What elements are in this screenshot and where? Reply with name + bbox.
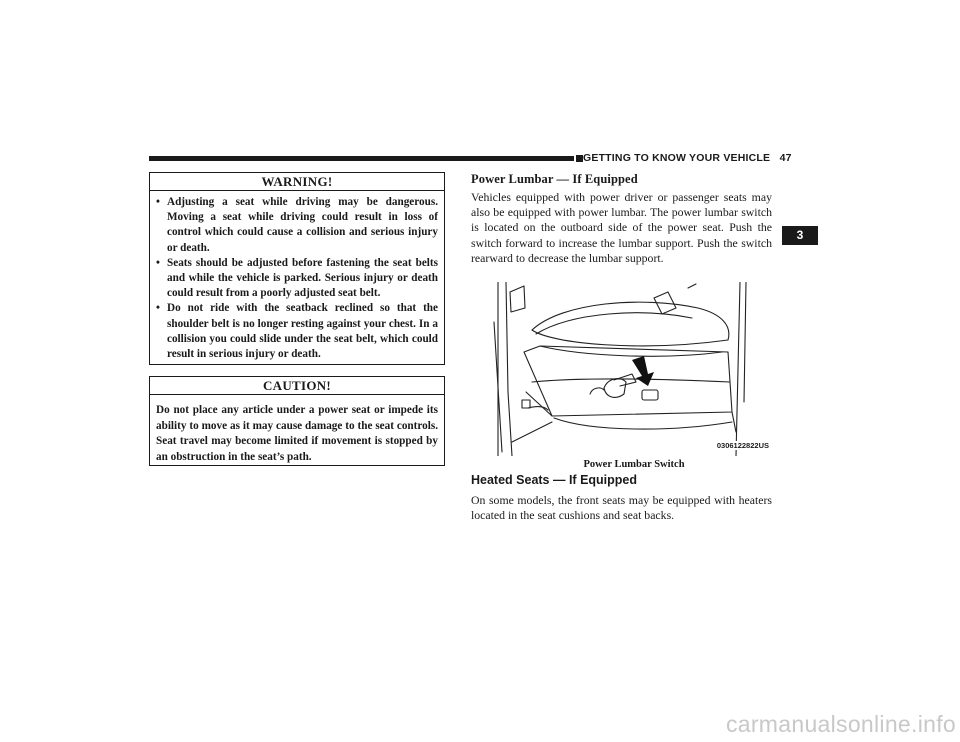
warning-list xyxy=(150,191,444,362)
bullet-icon: • xyxy=(156,302,160,315)
chapter-tab: 3 xyxy=(782,226,818,245)
watermark: carmanualsonline.info xyxy=(725,711,956,737)
running-header xyxy=(583,152,792,164)
bullet-icon: • xyxy=(156,196,160,208)
warning-title: WARNING! xyxy=(150,173,444,191)
heated-seats-text: On some models, the front seats may be equipped with heaters located in the seat cushions and seat backs. xyxy=(471,493,772,523)
page-number: 47 xyxy=(779,152,792,164)
power-lumbar-text: Vehicles equipped with power driver or passenger seats may also be equipped with power lumbar. The power lumbar switch is located on the outboard side of the power seat. Push the switch forward to increase the lumbar support. Push the switch rearward to decrease the lumbar support. xyxy=(471,190,772,265)
header-rule xyxy=(149,156,574,161)
power-lumbar-heading: Power Lumbar — If Equipped xyxy=(471,172,638,186)
header-square xyxy=(576,155,583,162)
heated-seats-heading: Heated Seats — If Equipped xyxy=(471,473,638,487)
figure-code: 0306122822US xyxy=(716,441,769,450)
power-lumbar-figure xyxy=(492,282,776,456)
figure-caption: Power Lumbar Switch xyxy=(583,459,685,470)
warning-item: • Seats should be adjusted before fastening the seat belts and while the vehicle is parked. Serious injury or death could result from a poorly adjusted seat belt. xyxy=(156,256,438,300)
caution-text: Do not place any article under a power seat or impede its ability to move as it may cause damage to the seat controls. Seat travel may become limited if movement is stopped by an obstruction in the seat’s path. xyxy=(156,404,438,463)
header-title: GETTING TO KNOW YOUR VEHICLE xyxy=(583,152,771,164)
warning-box xyxy=(149,172,445,365)
caution-title: CAUTION! xyxy=(150,377,444,395)
caution-box xyxy=(149,376,445,466)
warning-item: • Do not ride with the seatback reclined so that the shoulder belt is no longer resting against your chest. In a collision you could slide under the seat belt, which could result in serious injury or death. xyxy=(156,302,438,361)
bullet-icon: • xyxy=(156,256,160,269)
warning-item: • Adjusting a seat while driving may be dangerous. Moving a seat while driving could result in loss of control which could cause a collision and serious injury or death. xyxy=(156,196,438,254)
seat-illustration xyxy=(492,282,776,456)
